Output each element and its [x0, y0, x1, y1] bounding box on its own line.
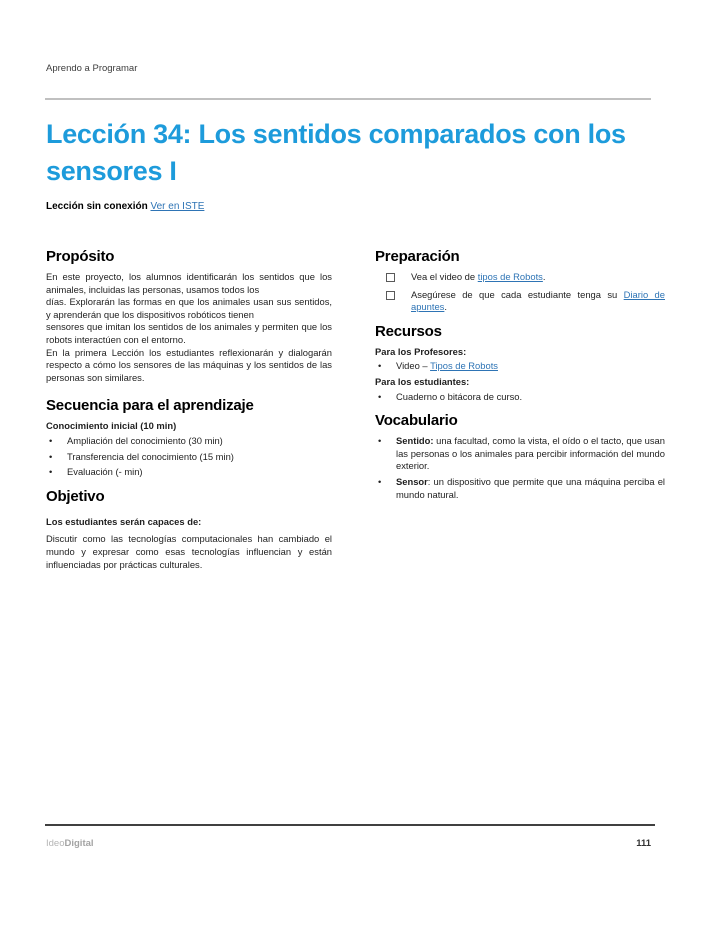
left-column [46, 248, 332, 571]
section-heading-recursos: Recursos [375, 322, 442, 340]
secuencia-item-label: Evaluación (- min) [67, 466, 143, 478]
checklist-item [375, 271, 665, 284]
bullet-icon: • [49, 450, 53, 462]
lesson-type-label: Lección sin conexión [46, 201, 148, 212]
vocab-def-text: una facultad, como la vista, el oído o el tacto, que usan las personas o los animales para percibir información del mundo exterior. [396, 435, 665, 472]
page-number: 111 [636, 838, 651, 849]
secuencia-intro: Conocimiento inicial (10 min) [46, 420, 177, 432]
proposito-paragraph: días. Explorarán las formas en que los animales usan sus sentidos, y aprenderán que los dispositivos robóticos tienen [46, 296, 332, 320]
vocab-term: Sensor [396, 475, 428, 487]
brand-logo [46, 838, 94, 849]
recursos-estudiantes-label: Para los estudiantes: [375, 375, 470, 387]
secuencia-item-label: Ampliación del conocimiento (30 min) [67, 434, 223, 446]
secuencia-item-label: Transferencia del conocimiento (15 min) [67, 450, 234, 462]
section-heading-vocabulario: Vocabulario [375, 412, 458, 430]
running-header: Aprendo a Programar [46, 63, 138, 74]
lesson-type-line [46, 201, 204, 212]
list-item [46, 466, 332, 479]
checkbox-icon [386, 273, 395, 282]
checklist-item [375, 289, 665, 314]
preparacion-item-text [411, 289, 665, 314]
proposito-paragraph: sensores que imitan los sentidos de los animales y permiten que los robots interactúen con el entorno. [46, 321, 332, 345]
bullet-icon: • [49, 466, 53, 478]
recursos-video-item [396, 360, 665, 373]
recursos-estudiantes-item: Cuaderno o bitácora de curso. [396, 390, 523, 402]
page-title-line1: Lección 34: Los sentidos comparados con los [46, 119, 626, 149]
objetivo-body: Discutir como las tecnologías computacionales han cambiado el mundo y expresar como esas tecnologías influencian y están influenciadas por prácticas culturales. [46, 533, 332, 570]
brand-logo-bold: Digital [64, 838, 94, 849]
vocab-item [375, 435, 665, 473]
preparacion-item-pre: Asegúrese de que cada estudiante tenga su [411, 288, 624, 300]
header-divider [45, 98, 651, 100]
list-item [46, 451, 332, 464]
vocab-item [375, 476, 665, 501]
bullet-icon: • [378, 435, 382, 447]
right-column [375, 248, 665, 504]
section-heading-objetivo: Objetivo [46, 487, 105, 505]
diario-de-apuntes-link[interactable]: Diario de apuntes [411, 288, 665, 313]
preparacion-item-post: . [542, 271, 546, 282]
vocab-definition [396, 476, 665, 501]
brand-logo-light: Ideo [46, 838, 65, 849]
recursos-profesores-label: Para los Profesores: [375, 345, 467, 357]
footer [46, 838, 651, 849]
proposito-paragraph: En este proyecto, los alumnos identificarán los sentidos que los animales, incluidas las personas, usamos todos los [46, 271, 332, 295]
bullet-icon: • [49, 434, 53, 446]
preparacion-item-post: . [444, 301, 447, 313]
tipos-de-robots-resource-link[interactable]: Tipos de Robots [430, 360, 498, 372]
tipos-de-robots-link[interactable]: tipos de Robots [477, 271, 543, 282]
checkbox-icon [386, 291, 395, 300]
page-title-line2: sensores I [46, 156, 177, 186]
list-item [46, 435, 332, 448]
section-heading-proposito: Propósito [46, 248, 115, 265]
vocab-term: Sentido: [396, 435, 434, 447]
objetivo-lead: Los estudiantes serán capaces de: [46, 515, 202, 527]
page-title [46, 116, 661, 190]
bullet-icon: • [378, 390, 382, 402]
proposito-paragraph: En la primera Lección los estudiantes reflexionarán y dialogarán respecto a cómo los sensores de las máquinas y los sentidos de las personas son similares. [46, 346, 332, 383]
list-item [375, 360, 665, 373]
section-heading-secuencia: Secuencia para el aprendizaje [46, 397, 254, 415]
vocab-definition [396, 435, 665, 473]
bullet-icon: • [378, 475, 382, 487]
vocab-def-text: : un dispositivo que permite que una máquina perciba el mundo natural. [396, 475, 665, 500]
iste-link[interactable]: Ver en ISTE [150, 201, 205, 212]
bullet-icon: • [378, 360, 382, 372]
footer-divider [45, 824, 655, 826]
preparacion-item-text [411, 271, 665, 284]
recursos-video-pre: Video – [396, 360, 431, 372]
preparacion-item-pre: Vea el video de [411, 271, 478, 282]
section-heading-preparacion: Preparación [375, 248, 460, 265]
list-item [375, 391, 665, 404]
